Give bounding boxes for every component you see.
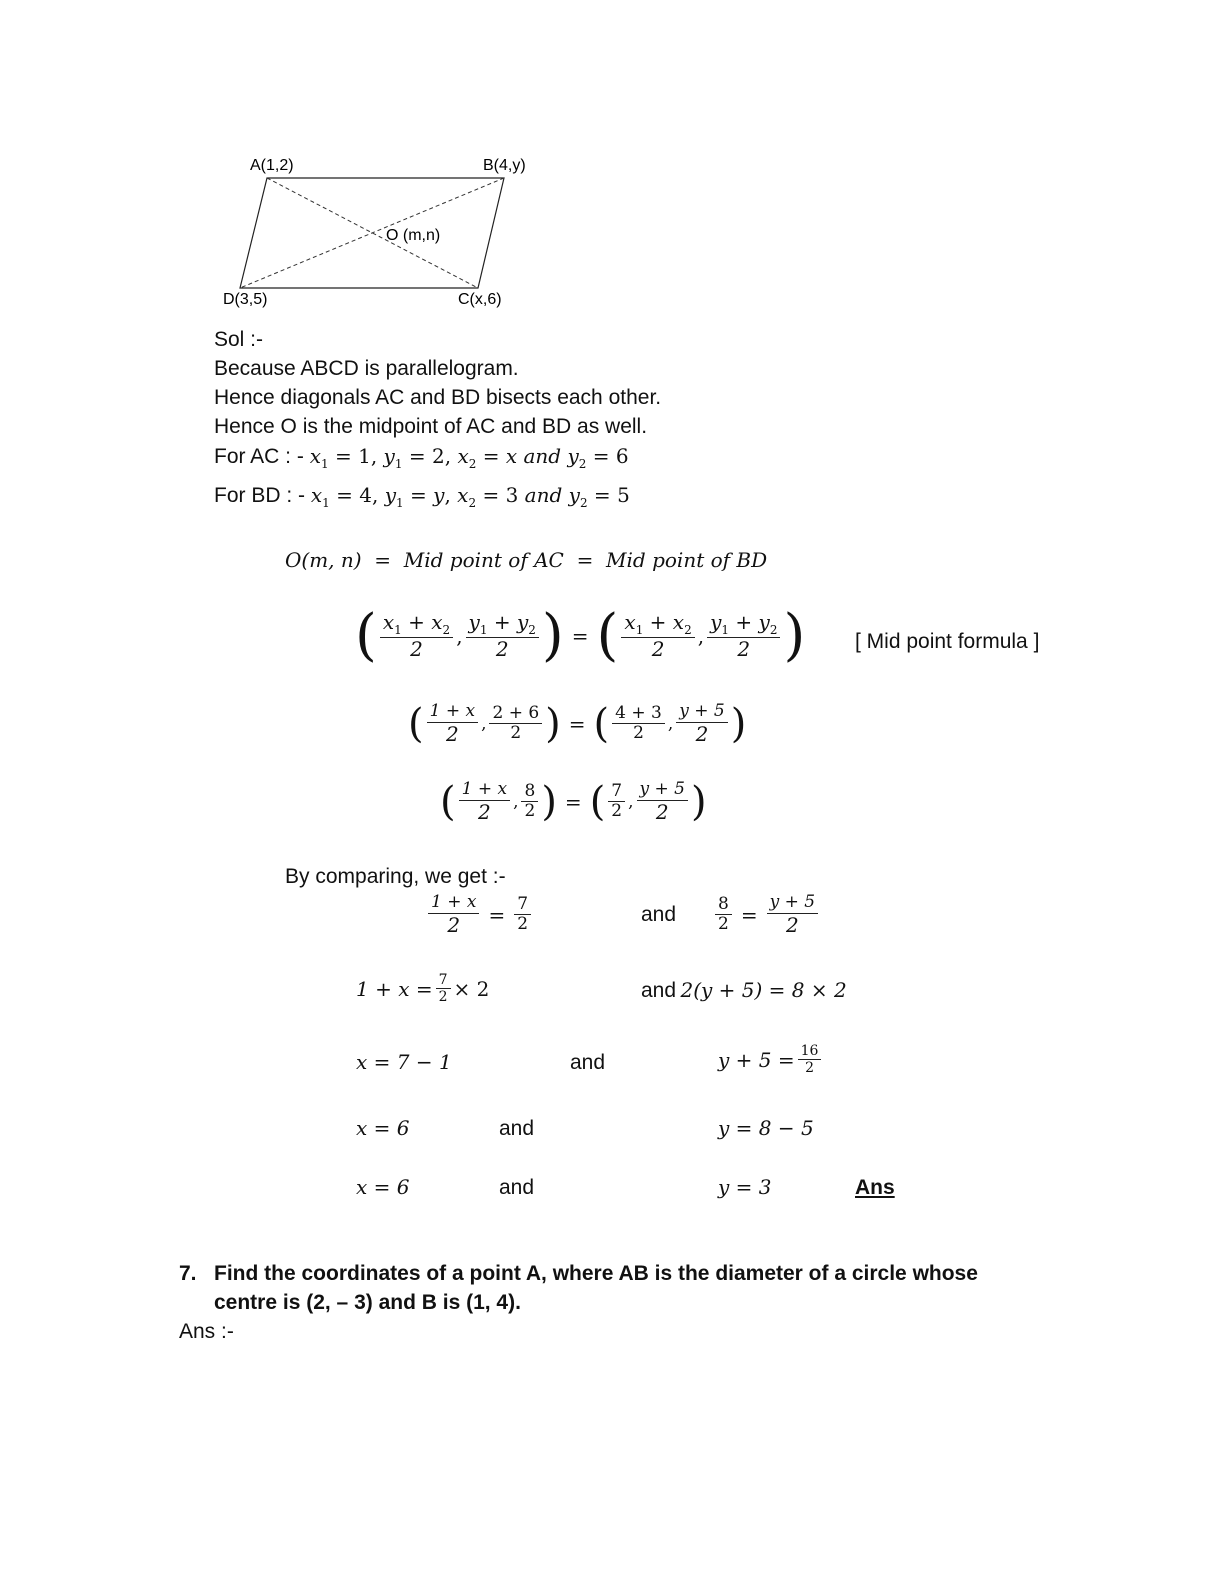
bd-and: and [524, 483, 563, 507]
ac-and: and [523, 444, 562, 468]
row1-left-lhs: 1 + x = [356, 976, 433, 1001]
vertex-label-b: B(4,y) [483, 157, 526, 174]
diagonal-bd [240, 178, 504, 288]
sol-line-3: Hence O is the midpoint of AC and BD as well. [214, 415, 648, 438]
row1-right [641, 977, 847, 1005]
answer-label: Ans [855, 1176, 895, 1199]
row1-left-den: 2 [438, 989, 448, 1006]
row1-left-tail: × 2 [453, 976, 490, 1001]
midpoint-formula: ( $\frac{x_1 + x_2}{2}$ , $\frac{y_1 + y_2}{2}$ ) = ( $\frac{x_1 + x_2}{2}$ , $\frac{y_1 + y_2}{2}$ ) [355, 603, 806, 668]
step2-l-num1: 1 + x [427, 702, 478, 723]
step2-r-num2: y + 5 [676, 702, 727, 723]
ac-y2: 6 [615, 444, 629, 468]
step2-den-3: 2 [633, 723, 644, 744]
for-ac-prefix: For AC : - [214, 445, 310, 468]
bd-x2: 3 [505, 483, 519, 507]
step3-den-3: 2 [611, 801, 623, 822]
sol-line-2: Hence diagonals AC and BD bisects each other. [214, 386, 662, 409]
step2-den-4: 2 [695, 721, 709, 746]
mid-eq-lhs: O(m, n) [285, 548, 362, 572]
row3-and: and [499, 1117, 535, 1140]
cmp-left-den-2: 2 [517, 914, 529, 935]
step3-r-num2: y + 5 [637, 780, 688, 801]
ac-x2: x [505, 444, 518, 468]
formula-note: [ Mid point formula ] [855, 630, 1040, 653]
row2-right-lhs: y + 5 = [718, 1047, 795, 1072]
midpoint-equation: O(m, n) = Mid point of AC = Mid point of BD [285, 548, 768, 572]
row1-left-num: 7 [436, 972, 451, 989]
step3-den-4: 2 [655, 799, 669, 824]
step3-den-2: 2 [524, 801, 536, 822]
row4-left: x = 6 [356, 1175, 410, 1199]
row1-left [356, 972, 489, 1005]
sol-heading: Sol :- [214, 328, 264, 351]
question-7-line-1: Find the coordinates of a point A, where AB is the diameter of a circle whose [214, 1262, 978, 1285]
row3-right: y = 8 − 5 [718, 1116, 814, 1140]
step2-r-num1: 4 + 3 [612, 704, 665, 725]
row2-right-den: 2 [805, 1060, 814, 1077]
parallelogram-figure [215, 148, 555, 318]
step3-l-num2: 8 [521, 782, 538, 803]
compare-right: $\frac{8}{2}$ = $\frac{y + 5}{2}$ [712, 893, 821, 937]
row1-right-and: and [641, 979, 677, 1002]
bd-y2: 5 [617, 483, 630, 507]
substitution-step: ( $\frac{1 + x}{2}$ , $\frac{2 + 6}{2}$ ) = ( $\frac{4 + 3}{2}$ , $\frac{y + 5}{2}$ ) [408, 700, 747, 747]
step3-den-1: 2 [477, 799, 491, 824]
step2-den-1: 2 [445, 721, 459, 746]
row2-right [718, 1043, 824, 1076]
for-bd-prefix: For BD : - [214, 484, 311, 507]
cmp-right-num-r: y + 5 [767, 893, 818, 914]
vertex-label-d: D(3,5) [223, 291, 268, 308]
question-7-line-2: centre is (2, – 3) and B is (1, 4). [214, 1291, 521, 1314]
row1-right-expr: 2(y + 5) = 8 × 2 [680, 978, 847, 1002]
compare-and: and [641, 903, 677, 926]
row2-right-num: 16 [798, 1043, 822, 1060]
simplified-step: ( $\frac{1 + x}{2}$ , $\frac{8}{2}$ ) = ( $\frac{7}{2}$ , $\frac{y + 5}{2}$ ) [440, 778, 707, 825]
step3-r-num1: 7 [608, 782, 625, 803]
cmp-left-den-1: 2 [447, 912, 461, 937]
step3-l-num1: 1 + x [459, 780, 510, 801]
for-ac-line: For AC : - $x_1 = 1$, $y_1 = 2$, $x_2 = x$ and $y_2 = 6$ [214, 444, 629, 471]
comparing-heading: By comparing, we get :- [285, 865, 506, 888]
row4-right: y = 3 [718, 1175, 772, 1199]
mid-eq-mid: Mid point of AC [403, 548, 564, 572]
sol-line-1: Because ABCD is parallelogram. [214, 357, 519, 380]
question-7-number: 7. [179, 1262, 197, 1285]
row2-and: and [570, 1051, 606, 1074]
cmp-right-den-2: 2 [785, 912, 799, 937]
vertex-label-a: A(1,2) [250, 157, 294, 174]
ac-x1: 1 [358, 444, 371, 468]
cmp-right-den-1: 2 [718, 914, 729, 935]
cmp-left-num-l: 1 + x [428, 893, 479, 914]
row2-left: x = 7 − 1 [356, 1050, 452, 1074]
mid-eq-rhs: Mid point of BD [606, 548, 768, 572]
vertex-label-c: C(x,6) [458, 291, 502, 308]
for-bd-line: For BD : - $x_1 = 4$, $y_1 = y$, $x_2 = 3$ and $y_2 = 5$ [214, 483, 630, 510]
midpoint-label-o: O (m,n) [386, 227, 441, 244]
compare-left: $\frac{1 + x}{2}$ = $\frac{7}{2}$ [425, 893, 534, 937]
cmp-left-num-r: 7 [514, 895, 531, 916]
question-7-ans: Ans :- [179, 1320, 234, 1343]
step2-l-num2: 2 + 6 [489, 704, 542, 725]
bd-x1: 4 [359, 483, 372, 507]
ac-y1: 2 [431, 444, 445, 468]
bd-y1: y [433, 483, 445, 507]
row3-left: x = 6 [356, 1116, 410, 1140]
cmp-right-num-l: 8 [715, 895, 732, 916]
step2-den-2: 2 [510, 723, 522, 744]
row4-and: and [499, 1176, 535, 1199]
